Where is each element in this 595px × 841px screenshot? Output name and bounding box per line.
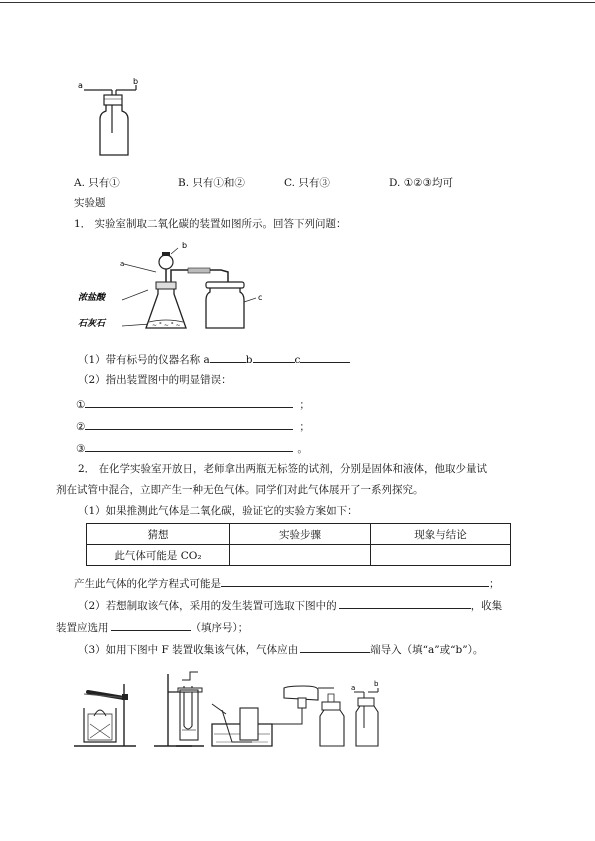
fig-label-b: b <box>133 77 139 86</box>
table-cell-answer[interactable] <box>230 545 371 566</box>
sub2-prefix: （2）若想制取该气体，采用的发生装置可选取下图中的 <box>78 600 337 612</box>
error-1-punct: ； <box>299 399 310 411</box>
q1-error-3 <box>76 440 308 456</box>
generator-blank[interactable] <box>339 597 471 609</box>
equation-punct: ； <box>489 578 500 590</box>
inlet-blank[interactable] <box>300 641 370 653</box>
option-c: C. 只有③ <box>284 177 330 189</box>
error-1-marker: ① <box>76 399 86 411</box>
fig-label-a: a <box>120 260 125 268</box>
fig-label-a: a <box>78 81 83 90</box>
q2-sub2-line2 <box>56 619 248 635</box>
apparatus-options-figure <box>72 668 392 750</box>
sub2-line2-suffix: （填序号）； <box>190 622 249 634</box>
gas-bottle-figure <box>78 75 148 160</box>
table-header-cell: 现象与结论 <box>371 524 511 545</box>
error-2-blank[interactable] <box>85 418 293 430</box>
table-cell: 此气体可能是 CO₂ <box>87 545 230 566</box>
q2-stem-line1: 2． 在化学实验室开放日，老师拿出两瓶无标签的试剂，分别是固体和液体，他取少量试 <box>78 463 488 475</box>
q2-stem-line2: 剂在试管中混合，立即产生一种无色气体。同学们对此气体展开了一系列探究。 <box>56 484 424 496</box>
svg-text:~ ° ~ ° ~: ~ ° ~ ° ~ <box>152 322 181 329</box>
table-cell-answer[interactable] <box>371 545 511 566</box>
co2-apparatus-figure <box>78 242 278 337</box>
table-header-cell: 猜想 <box>87 524 230 545</box>
error-3-marker: ③ <box>76 443 86 455</box>
fig-label-c: c <box>258 293 263 302</box>
fig-label-acid: 浓盐酸 <box>78 293 106 303</box>
q1-sub2: （2）指出装置图中的明显错误： <box>78 374 232 386</box>
q2-sub3 <box>78 641 483 657</box>
q1-sub1 <box>78 351 350 367</box>
error-2-punct: ； <box>299 421 310 433</box>
equation-prefix: 产生此气体的化学方程式可能是 <box>74 578 221 590</box>
error-3-blank[interactable] <box>85 440 293 452</box>
answer-blank-b[interactable] <box>253 351 295 363</box>
q1-error-2 <box>76 418 310 434</box>
sub3-prefix: （3）如用下图中 F 装置收集该气体，气体应由 <box>78 644 299 656</box>
q1-sub1-c: c <box>294 354 301 366</box>
q1-sub1-b: b <box>245 354 253 366</box>
option-a: A. 只有① <box>74 177 120 189</box>
q1-error-1 <box>76 396 310 412</box>
answer-blank-a[interactable] <box>210 351 246 363</box>
table-header-cell: 实验步骤 <box>230 524 371 545</box>
equation-blank[interactable] <box>221 575 489 587</box>
option-d: D. ①②③均可 <box>389 177 453 189</box>
fig-label-b: b <box>374 680 379 688</box>
q2-equation-line <box>74 575 500 591</box>
sub2-line2-prefix: 装置应选用 <box>56 622 109 634</box>
error-1-blank[interactable] <box>85 396 293 408</box>
fig-label-stone: 石灰石 <box>78 319 106 329</box>
page-top-rule <box>0 2 595 3</box>
q2-sub2-line1 <box>78 597 502 613</box>
error-3-punct: 。 <box>297 443 308 455</box>
q1-sub1-prefix: （1）带有标号的仪器名称 a <box>78 354 210 366</box>
fig-label-b: b <box>182 242 188 250</box>
sub2-suffix: ，收集 <box>470 600 503 612</box>
table-row <box>87 545 511 566</box>
experiment-plan-table <box>86 523 511 566</box>
answer-blank-c[interactable] <box>300 351 350 363</box>
fig-label-a: a <box>351 684 356 692</box>
section-title: 实验题 <box>74 197 106 209</box>
error-2-marker: ② <box>76 421 86 433</box>
table-header-row <box>87 524 511 545</box>
option-b: B. 只有①和② <box>178 177 245 189</box>
q2-sub1: （1）如果推测此气体是二氧化碳，验证它的实验方案如下： <box>78 505 358 517</box>
sub3-suffix: 端导入（填“a”或“b”）。 <box>370 644 484 656</box>
collector-blank[interactable] <box>111 619 191 631</box>
q1-stem: 1． 实验室制取二氧化碳的装置如图所示。回答下列问题： <box>74 218 347 230</box>
